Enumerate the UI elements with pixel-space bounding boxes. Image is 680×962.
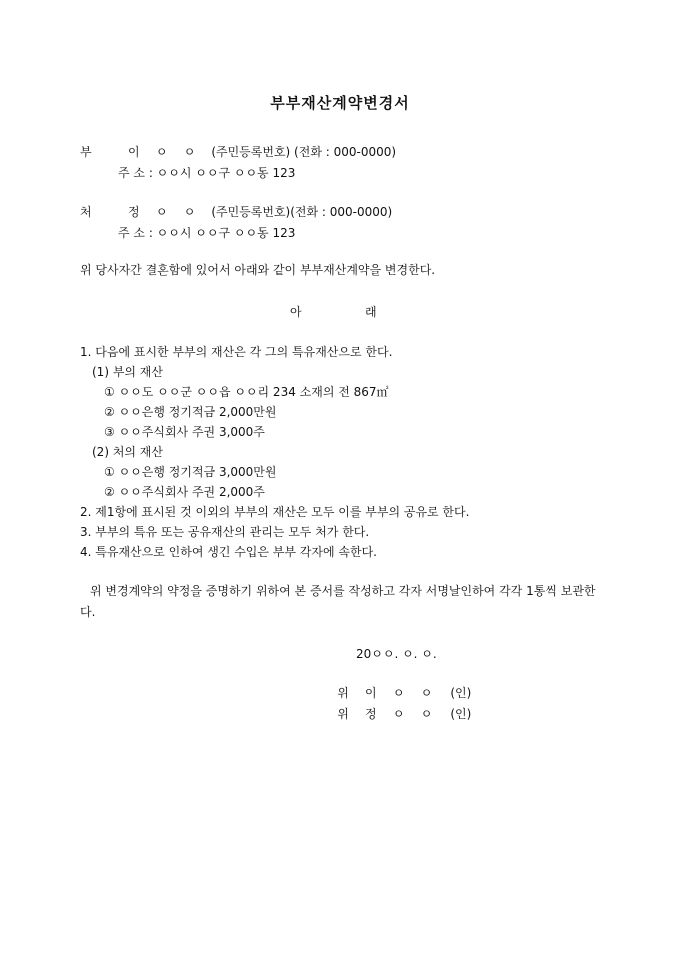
signature-husband-char-2: ㅇ xyxy=(392,686,405,700)
signature-wife-seal: (인) xyxy=(450,707,472,721)
document-title: 부부재산계약변경서 xyxy=(270,94,410,112)
husband-address: 주 소 : ㅇㅇ시 ㅇㅇ구 ㅇㅇ동 123 xyxy=(118,166,296,180)
husband-asset-2: ② ㅇㅇ은행 정기적금 2,000만원 xyxy=(104,405,277,419)
wife-name-char-2: ㅇ xyxy=(155,205,168,219)
wife-name-char-3: ㅇ xyxy=(183,205,196,219)
wife-address: 주 소 : ㅇㅇ시 ㅇㅇ구 ㅇㅇ동 123 xyxy=(118,226,296,240)
closing-paragraph: 위 변경계약의 약정을 증명하기 위하여 본 증서를 작성하고 각자 서명날인하여 각각 1통씩 보관한다. xyxy=(80,584,596,619)
center-label-char-1: 아 xyxy=(290,305,302,319)
signature-wife-char-2: ㅇ xyxy=(392,707,405,721)
husband-line xyxy=(80,146,396,158)
signature-wife-label: 위 xyxy=(337,707,349,721)
signature-husband-char-3: ㅇ xyxy=(420,686,433,700)
husband-assets-heading: (1) 부의 재산 xyxy=(92,365,163,379)
signature-wife xyxy=(331,708,471,720)
signature-husband-label: 위 xyxy=(337,686,349,700)
husband-asset-3: ③ ㅇㅇ주식회사 주권 3,000주 xyxy=(104,425,265,439)
wife-name-char-1: 정 xyxy=(128,205,140,219)
husband-name-char-1: 이 xyxy=(128,145,140,159)
wife-assets-heading: (2) 처의 재산 xyxy=(92,445,163,459)
signature-wife-char-1: 정 xyxy=(365,707,377,721)
signature-husband-char-1: 이 xyxy=(365,686,377,700)
item-2: 2. 제1항에 표시된 것 이외의 부부의 재산은 모두 이를 부부의 공유로 한다. xyxy=(80,505,470,519)
husband-asset-1: ① ㅇㅇ도 ㅇㅇ군 ㅇㅇ읍 ㅇㅇ리 234 소재의 전 867㎡ xyxy=(104,385,389,399)
wife-asset-1: ① ㅇㅇ은행 정기적금 3,000만원 xyxy=(104,465,277,479)
center-label-char-2: 래 xyxy=(365,305,377,319)
item-4: 4. 특유재산으로 인하여 생긴 수입은 부부 각자에 속한다. xyxy=(80,545,377,559)
signature-husband-seal: (인) xyxy=(450,686,472,700)
husband-name-char-3: ㅇ xyxy=(183,145,196,159)
contract-date: 20ㅇㅇ. ㅇ. ㅇ. xyxy=(356,647,437,661)
husband-id-phone: (주민등록번호) (전화 : 000-0000) xyxy=(211,145,397,159)
item-1: 1. 다음에 표시한 부부의 재산은 각 그의 특유재산으로 한다. xyxy=(80,345,393,359)
wife-id-phone: (주민등록번호)(전화 : 000-0000) xyxy=(211,205,393,219)
signature-husband xyxy=(331,687,471,699)
intro-text: 위 당사자간 결혼함에 있어서 아래와 같이 부부재산계약을 변경한다. xyxy=(80,263,436,277)
wife-line xyxy=(80,206,392,218)
signature-wife-char-3: ㅇ xyxy=(420,707,433,721)
center-label xyxy=(290,306,440,318)
wife-role: 처 xyxy=(80,205,92,219)
husband-role: 부 xyxy=(80,145,92,159)
husband-name-char-2: ㅇ xyxy=(155,145,168,159)
wife-asset-2: ② ㅇㅇ주식회사 주권 2,000주 xyxy=(104,485,265,499)
item-3: 3. 부부의 특유 또는 공유재산의 관리는 모두 처가 한다. xyxy=(80,525,370,539)
